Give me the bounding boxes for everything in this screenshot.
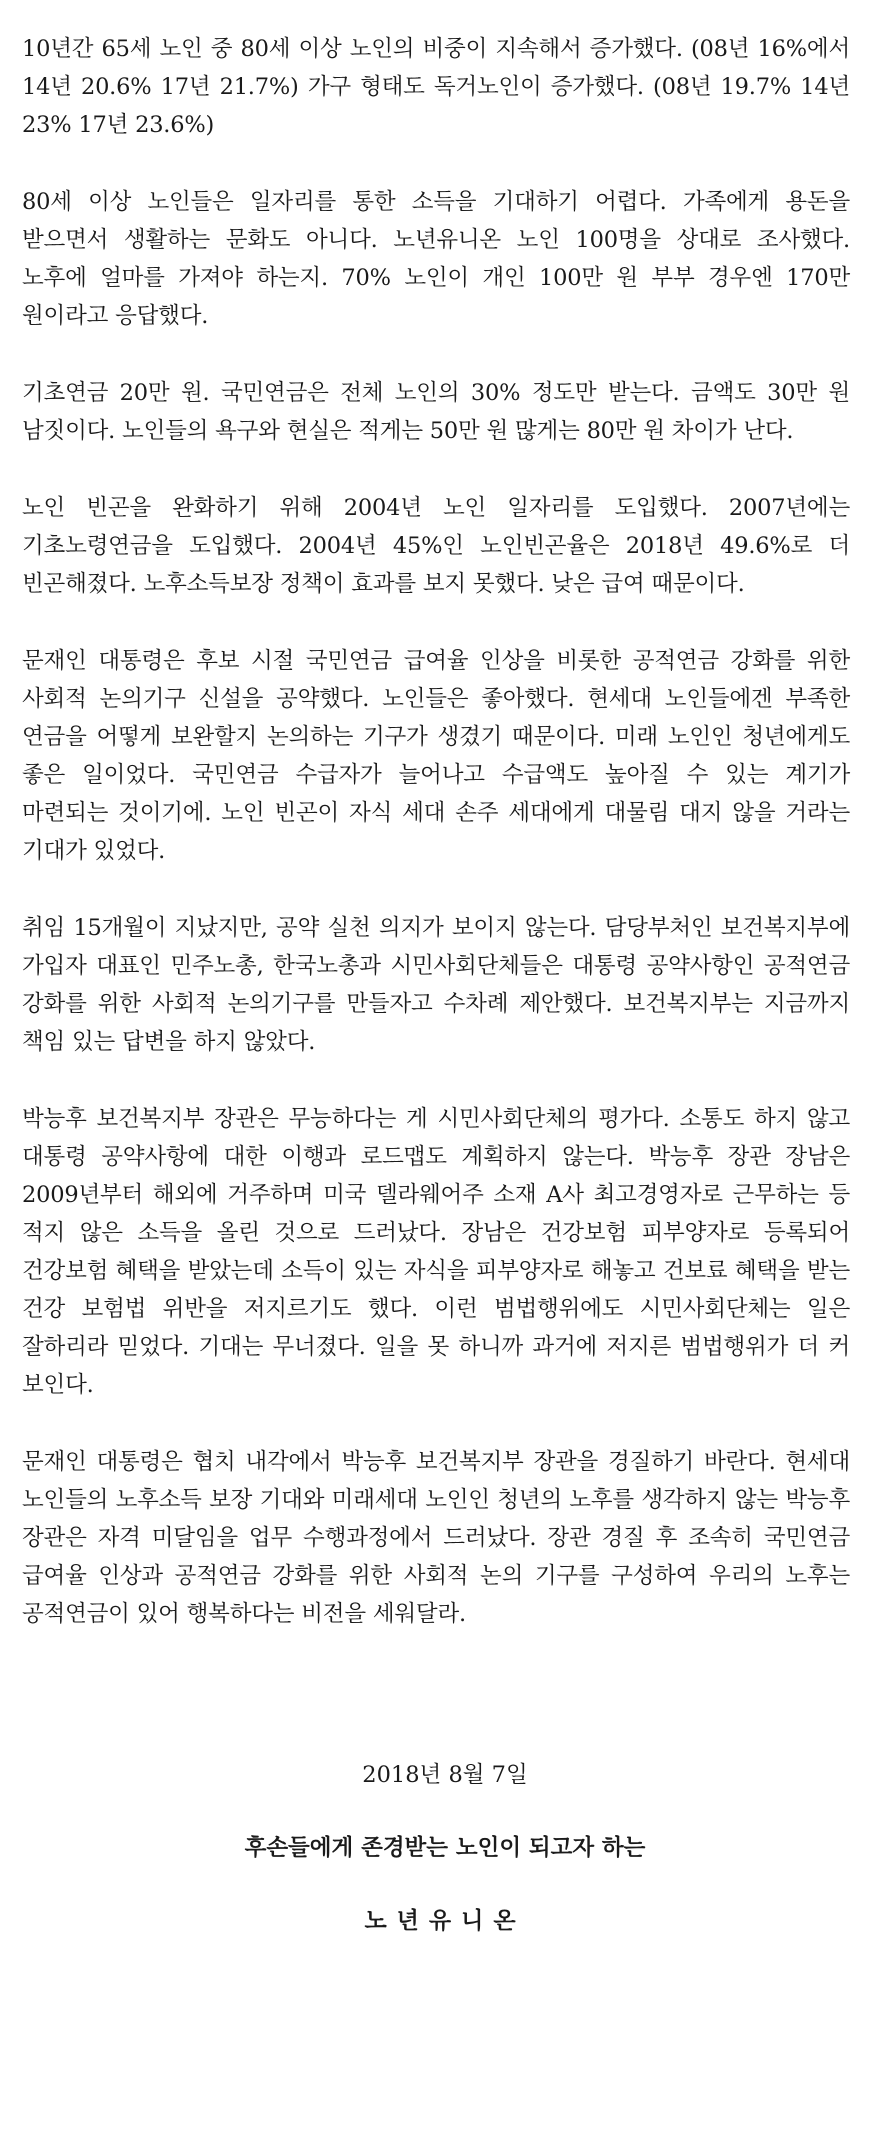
- paragraph-presidential-pledge: 문재인 대통령은 후보 시절 국민연금 급여율 인상을 비롯한 공적연금 강화를 위한 사회적 논의기구 신설을 공약했다. 노인들은 좋아했다. 현세대 노인들에겐 부족한 연금을 어떻게 보완할지 논의하는 기구가 생겼기 때문이다. 미래 노인인 청년에게도 좋은 일이었다. 국민연금 수급자가 늘어나고 수급액도 높아질 수 있는 계기가 마련되는 것이기에. 노인 빈곤이 자식 세대 손주 세대에게 대물림 대지 않을 거라는 기대가 있었다.: [22, 648, 850, 864]
- statement-body: [22, 30, 850, 1672]
- paragraph-demand: 문재인 대통령은 협치 내각에서 박능후 보건복지부 장관을 경질하기 바란다. 현세대 노인들의 노후소득 보장 기대와 미래세대 노인인 청년의 노후를 생각하지 않는 박능후 장관은 자격 미달임을 업무 수행과정에서 드러났다. 장관 경질 후 조속히 국민연금 급여율 인상과 공적연금 강화를 위한 사회적 논의 기구를 구성하여 우리의 노후는 공적연금이 있어 행복하다는 비전을 세워달라.: [22, 1449, 850, 1627]
- paragraph-minister-criticism: 박능후 보건복지부 장관은 무능하다는 게 시민사회단체의 평가다. 소통도 하지 않고 대통령 공약사항에 대한 이행과 로드맵도 계획하지 않는다. 박능후 장관 장남은 2009년부터 해외에 거주하며 미국 델라웨어주 소재 A사 최고경영자로 근무하는 등 적지 않은 소득을 올린 것으로 드러났다. 장남은 건강보험 피부양자로 등록되어 건강보험 혜택을 받았는데 소득이 있는 자식을 피부양자로 해놓고 건보료 혜택을 받는 건강 보험법 위반을 저지르기도 했다. 이런 범법행위에도 시민사회단체는 일은 잘하리라 믿었다. 기대는 무너졌다. 일을 못 하니까 과거에 저지른 범법행위가 더 커 보인다.: [22, 1106, 850, 1398]
- statement-date: 2018년 8월 7일: [362, 1762, 528, 1788]
- paragraph-basic-pension: 기초연금 20만 원. 국민연금은 전체 노인의 30% 정도만 받는다. 금액도 30만 원 남짓이다. 노인들의 욕구와 현실은 적게는 50만 원 많게는 80만 원 차이가 난다.: [22, 380, 850, 444]
- paragraph-elderly-ratio: 10년간 65세 노인 중 80세 이상 노인의 비중이 지속해서 증가했다. (08년 16%에서 14년 20.6% 17년 21.7%) 가구 형태도 독거노인이 증가했다. (08년 19.7% 14년 23% 17년 23.6%): [22, 36, 850, 138]
- organization-description: 후손들에게 존경받는 노인이 되고자 하는: [244, 1835, 646, 1861]
- paragraph-income-survey: 80세 이상 노인들은 일자리를 통한 소득을 기대하기 어렵다. 가족에게 용돈을 받으면서 생활하는 문화도 아니다. 노년유니온 노인 100명을 상대로 조사했다. 노후에 얼마를 가져야 하는지. 70% 노인이 개인 100만 원 부부 경우엔 170만 원이라고 응답했다.: [22, 189, 850, 329]
- paragraph-no-progress: 취임 15개월이 지났지만, 공약 실천 의지가 보이지 않는다. 담당부처인 보건복지부에 가입자 대표인 민주노총, 한국노총과 시민사회단체들은 대통령 공약사항인 공적연금 강화를 위한 사회적 논의기구를 만들자고 수차례 제안했다. 보건복지부는 지금까지 책임 있는 답변을 하지 않았다.: [22, 915, 850, 1055]
- organization-name: 노년유니온: [364, 1907, 526, 1934]
- paragraph-elderly-poverty: 노인 빈곤을 완화하기 위해 2004년 노인 일자리를 도입했다. 2007년에는 기초노령연금을 도입했다. 2004년 45%인 노인빈곤율은 2018년 49.6%로 더 빈곤해졌다. 노후소득보장 정책이 효과를 보지 못했다. 낮은 급여 때문이다.: [22, 495, 850, 597]
